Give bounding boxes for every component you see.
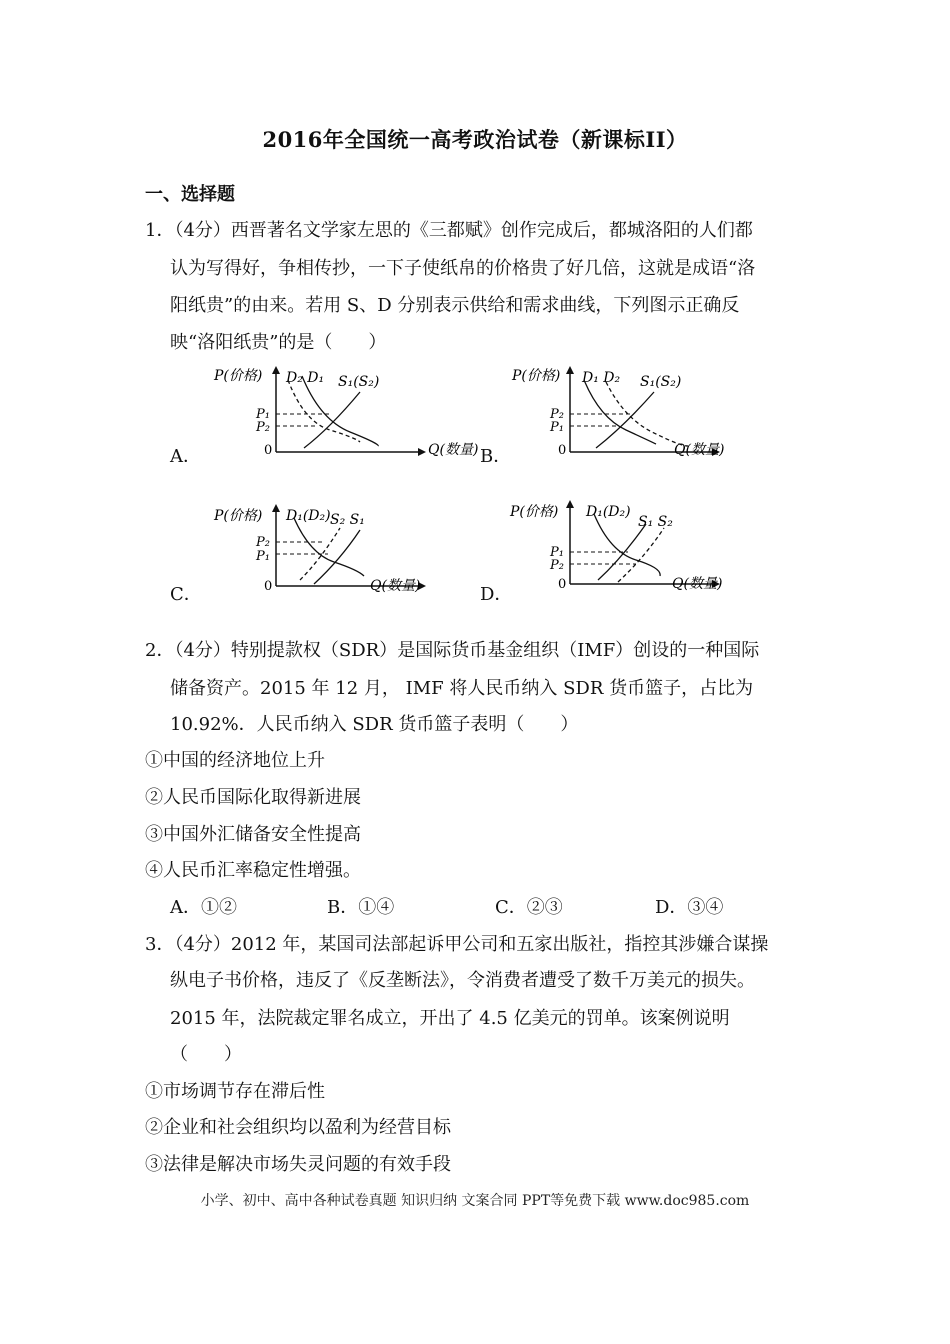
graph-c-demand-label: D₁(D₂) bbox=[286, 508, 331, 524]
q2-statement-2: ②人民币国际化取得新进展 bbox=[145, 787, 361, 808]
graph-c-p-top: P₂ bbox=[256, 535, 270, 550]
graph-c-y-label: P(价格) bbox=[214, 508, 263, 524]
q1-line-1: 1．（4分）西晋著名文学家左思的《三都赋》创作完成后，都城洛阳的人们都 bbox=[145, 220, 753, 241]
graph-d-demand-label: D₁(D₂) bbox=[586, 504, 631, 520]
q1-line-3: 阳纸贵”的由来。若用 S、D 分别表示供给和需求曲线，下列图示正确反 bbox=[170, 295, 740, 316]
q3-statement-2: ②企业和社会组织均以盈利为经营目标 bbox=[145, 1117, 451, 1138]
graph-a-origin: 0 bbox=[264, 443, 273, 458]
q3-line-4: （ ） bbox=[170, 1044, 242, 1065]
graph-c-supply-label: S₂ S₁ bbox=[330, 512, 365, 528]
graph-d-supply-label: S₁ S₂ bbox=[638, 514, 673, 530]
page-title: 2016年全国统一高考政治试卷（新课标II） bbox=[262, 127, 688, 152]
graph-c-p-bottom: P₁ bbox=[256, 549, 270, 564]
graph-d-p-top: P₁ bbox=[550, 545, 564, 560]
graph-a-demand-label: D₂ D₁ bbox=[286, 370, 325, 386]
q2-line-2: 储备资产。2015 年 12 月， IMF 将人民币纳入 SDR 货币篮子，占比为 bbox=[170, 678, 754, 699]
graph-a-x-label: Q(数量) bbox=[428, 442, 479, 458]
q1-line-2: 认为写得好，争相传抄，一下子使纸帛的价格贵了好几倍，这就是成语“洛 bbox=[170, 258, 756, 279]
option-d-label: D． bbox=[480, 584, 513, 605]
q2-statement-3: ③中国外汇储备安全性提高 bbox=[145, 824, 361, 845]
graph-a-y-label: P(价格) bbox=[214, 368, 263, 384]
q2-choice-d: D．③④ bbox=[655, 897, 724, 918]
graph-b bbox=[510, 362, 750, 462]
graph-b-p-top: P₂ bbox=[550, 407, 564, 422]
graph-d bbox=[510, 496, 750, 596]
q3-statement-3: ③法律是解决市场失灵问题的有效手段 bbox=[145, 1154, 451, 1175]
graph-d-y-label: P(价格) bbox=[510, 504, 559, 520]
q2-statement-1: ①中国的经济地位上升 bbox=[145, 750, 325, 771]
option-a-label: A． bbox=[170, 446, 201, 467]
graph-d-p-bottom: P₂ bbox=[550, 558, 564, 573]
graph-b-supply-label: S₁(S₂) bbox=[640, 374, 682, 390]
graph-b-demand-label: D₁ D₂ bbox=[582, 370, 621, 386]
graph-a-p-bottom: P₂ bbox=[256, 420, 270, 435]
graph-a bbox=[210, 362, 479, 462]
graph-a-supply-label: S₁(S₂) bbox=[338, 374, 380, 390]
q2-line-3: 10.92%．人民币纳入 SDR 货币篮子表明（ ） bbox=[170, 714, 579, 735]
graph-b-x-label: Q(数量) bbox=[674, 442, 725, 458]
graph-d-origin: 0 bbox=[558, 577, 567, 592]
graph-c-x-label: Q(数量) bbox=[370, 578, 421, 594]
q2-statement-4: ④人民币汇率稳定性增强。 bbox=[145, 860, 361, 881]
q3-line-3: 2015 年，法院裁定罪名成立，开出了 4.5 亿美元的罚单。该案例说明 bbox=[170, 1008, 730, 1029]
q3-line-1: 3．（4分）2012 年，某国司法部起诉甲公司和五家出版社，指控其涉嫌合谋操 bbox=[145, 934, 769, 955]
footer-text: 小学、初中、高中各种试卷真题 知识归纳 文案合同 PPT等免费下载 www.doc985.com bbox=[200, 1193, 750, 1209]
graph-d-x-label: Q(数量) bbox=[672, 576, 723, 592]
graph-a-p-top: P₁ bbox=[256, 407, 270, 422]
section-heading: 一、选择题 bbox=[145, 184, 235, 205]
graph-c bbox=[210, 500, 450, 600]
q2-line-1: 2．（4分）特别提款权（SDR）是国际货币基金组织（IMF）创设的一种国际 bbox=[145, 640, 760, 661]
q3-line-2: 纵电子书价格，违反了《反垄断法》，令消费者遭受了数千万美元的损失。 bbox=[170, 970, 755, 991]
q2-choice-b: B．①④ bbox=[327, 897, 395, 918]
q2-choice-a: A．①② bbox=[170, 897, 237, 918]
graph-b-p-bottom: P₁ bbox=[550, 420, 564, 435]
q1-line-4: 映“洛阳纸贵”的是（ ） bbox=[170, 332, 387, 353]
option-b-label: B． bbox=[480, 446, 512, 467]
graph-b-origin: 0 bbox=[558, 443, 567, 458]
graph-b-y-label: P(价格) bbox=[512, 368, 561, 384]
graph-c-origin: 0 bbox=[264, 579, 273, 594]
option-c-label: C． bbox=[170, 584, 202, 605]
q3-statement-1: ①市场调节存在滞后性 bbox=[145, 1081, 325, 1102]
q2-choice-c: C．②③ bbox=[495, 897, 563, 918]
